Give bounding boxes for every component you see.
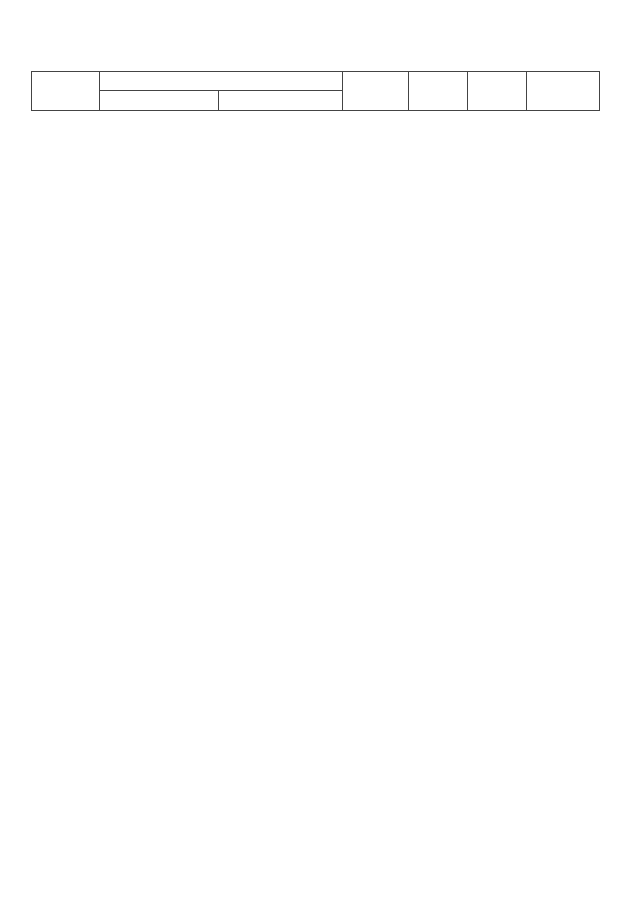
tear-line — [0, 460, 630, 482]
date-header — [32, 72, 100, 111]
pm-header — [219, 91, 343, 111]
am-header — [100, 91, 219, 111]
applicant-confirm-header — [409, 72, 468, 111]
remarks-header — [527, 72, 600, 111]
leave-cancellation-table-top — [31, 71, 600, 111]
cancel-period-header — [100, 72, 343, 91]
hours-header — [343, 72, 409, 111]
chief-confirm-header — [468, 72, 527, 111]
